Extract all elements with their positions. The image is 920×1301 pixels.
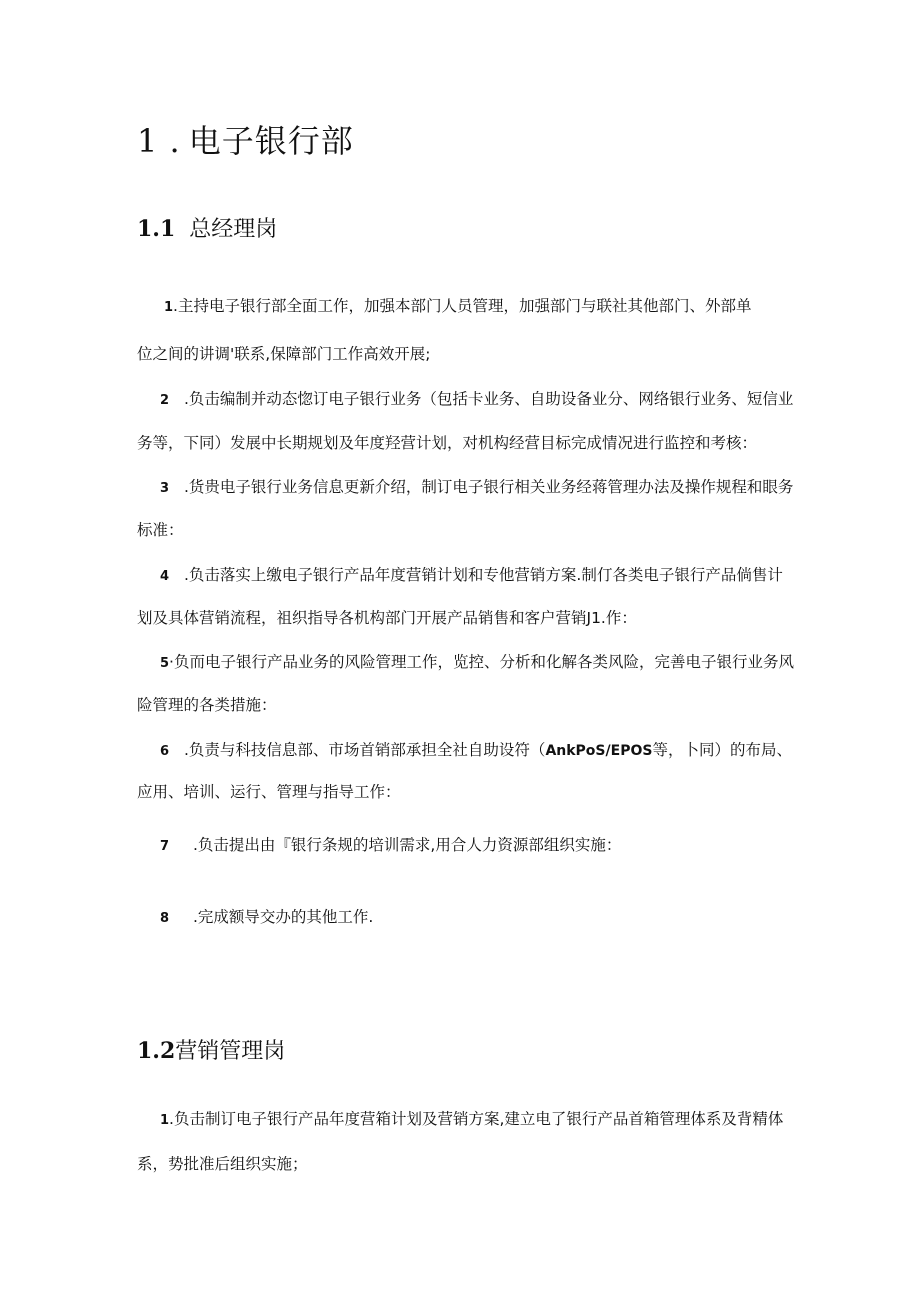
list-item-1-2-1-line1 — [160, 1109, 783, 1131]
item-text: .负责与科技信息部、市场首销部承担全社自助设符（ — [184, 741, 546, 759]
item-number: 7 — [160, 839, 170, 854]
item-text: ·负而电子银行产品业务的风险管理工作，览控、分析和化解各类风险，完善电子银行业务风 — [169, 653, 794, 671]
item-number: 4 — [160, 569, 170, 584]
list-item-2-line1 — [160, 389, 793, 411]
list-item-8-line1 — [160, 907, 373, 929]
section-heading-1-2 — [137, 1034, 285, 1065]
item-text-tail: 等，卜同）的布局、 — [652, 741, 792, 759]
section-number: 1.2 — [137, 1038, 176, 1064]
list-item-2-line2: 务等，下同）发展中长期规划及年度羟营计划，对机构经营目标完成情况进行监控和考核： — [137, 434, 758, 452]
list-item-7-line1 — [160, 835, 621, 857]
list-item-1-line1 — [164, 296, 751, 318]
item-text: .主持电子银行部全面工作，加强本部门人员管理，加强部门与联社其他部门、外部单 — [173, 297, 752, 315]
item-text: .负击提出由『银行条规的培训需求,用合人力资源部组织实施： — [193, 836, 622, 854]
item-number: 5 — [160, 656, 170, 671]
item-text: .负击制订电子银行产品年度营箱计划及营销方案,建立电了银行产品首箱管理体系及背精体 — [169, 1110, 784, 1128]
list-item-4-line2: 划及具体营销流程，祖织指导各机构部门开展产品销售和客户营销J1.作： — [137, 609, 637, 627]
item-number: 1 — [164, 300, 174, 315]
item-number: 3 — [160, 481, 170, 496]
list-item-5-line2: 险管理的各类措施： — [137, 696, 277, 714]
item-number: 1 — [160, 1113, 170, 1128]
device-code: AnkPoS/EPOS — [545, 743, 653, 759]
item-number: 2 — [160, 393, 170, 408]
list-item-5-line1 — [160, 652, 794, 674]
item-number: 8 — [160, 911, 170, 926]
list-item-3-line2: 标准： — [137, 521, 184, 539]
section-title: 总经理岗 — [189, 217, 278, 242]
item-text: .货贵电子银行业务信息更新介绍，制订电子银行相关业务经蒋管理办法及操作规程和眼务 — [184, 478, 794, 496]
item-text: .负击落实上缴电子银行产品年度营销计划和专他营销方案.制仃各类电子银行产品倘售计 — [184, 566, 783, 584]
chapter-number: 1 . — [137, 122, 181, 160]
list-item-1-2-1-line2: 系，势批准后组织实施； — [137, 1155, 308, 1173]
item-text: .负击编制并动态惚订电子银行业务（包括卡业务、自助设备业分、网络银行业务、短信业 — [184, 390, 794, 408]
list-item-6-line2: 应用、培训、运行、管理与指导工作： — [137, 783, 401, 801]
item-text: .完成额导交办的其他工作. — [193, 908, 374, 926]
list-item-3-line1 — [160, 477, 793, 499]
chapter-title: 电子银行部 — [188, 122, 354, 160]
section-number: 1.1 — [137, 216, 176, 242]
list-item-6-line1 — [160, 740, 792, 762]
section-title: 营销管理岗 — [175, 1039, 286, 1064]
list-item-4-line1 — [160, 565, 783, 587]
item-number: 6 — [160, 744, 170, 759]
list-item-1-line2: 位之间的讲调'联系,保障部门工作高效开展; — [137, 345, 431, 363]
section-heading-1-1 — [137, 212, 277, 243]
chapter-heading — [137, 116, 354, 162]
